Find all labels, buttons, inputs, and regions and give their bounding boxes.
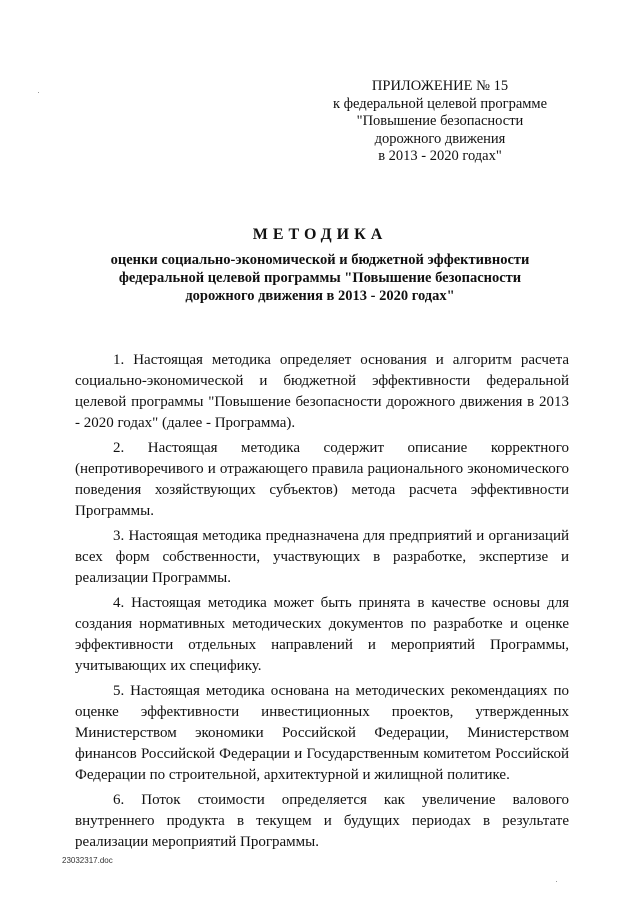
paragraph-1: 1. Настоящая методика определяет основания и алгоритм расчета социально-экономической и бюджетной эффективности федеральной целевой программы "Повышение безопасности дорожного движения в 2013 - 2020 годах" (далее - Программа). — [75, 352, 569, 431]
paragraph-3: 3. Настоящая методика предназначена для предприятий и организаций всех форм собственности, участвующих в разработке, экспертизе и реализации Программы. — [75, 528, 569, 586]
document-body — [75, 350, 569, 857]
footer-filename: 23032317.doc — [62, 856, 113, 865]
appendix-line: дорожного движения — [374, 130, 506, 147]
appendix-line: ПРИЛОЖЕНИЕ № 15 — [371, 78, 509, 94]
paragraph-2: 2. Настоящая методика содержит описание корректного (непротиворечивого и отражающего правила рационального экономического поведения хозяйствующих субъектов) метода расчета эффективности Программы. — [75, 440, 569, 519]
appendix-line: "Повышение безопасности — [356, 113, 524, 129]
appendix-line: к федеральной целевой программе — [332, 95, 548, 112]
subtitle-line: федеральной целевой программы "Повышение безопасности — [118, 270, 522, 286]
scan-speck — [38, 92, 39, 93]
paragraph-4: 4. Настоящая методика может быть принята в качестве основы для создания нормативных методических документов по разработке и оценке эффективности отдельных направлений и мероприятий Программы, учитывающих их специфику. — [75, 595, 569, 674]
document-title: МЕТОДИКА — [252, 226, 388, 243]
appendix-line: в 2013 - 2020 годах" — [378, 148, 502, 164]
scan-speck — [556, 881, 557, 882]
subtitle-line: дорожного движения в 2013 - 2020 годах" — [185, 288, 455, 304]
appendix-header — [320, 78, 560, 166]
paragraph-5: 5. Настоящая методика основана на методических рекомендациях по оценке эффективности инвестиционных проектов, утвержденных Министерством экономики Российской Федерации, Министерством финансов Российской Федерации и Государственным комитетом Российской Федерации по строительной, архитектурной и жилищной политике. — [75, 683, 569, 783]
document-subtitle — [70, 251, 570, 305]
subtitle-line: оценки социально-экономической и бюджетной эффективности — [110, 252, 530, 268]
paragraph-6: 6. Поток стоимости определяется как увеличение валового внутреннего продукта в текущем и будущих периодах в результате реализации мероприятий Программы. — [75, 792, 569, 850]
